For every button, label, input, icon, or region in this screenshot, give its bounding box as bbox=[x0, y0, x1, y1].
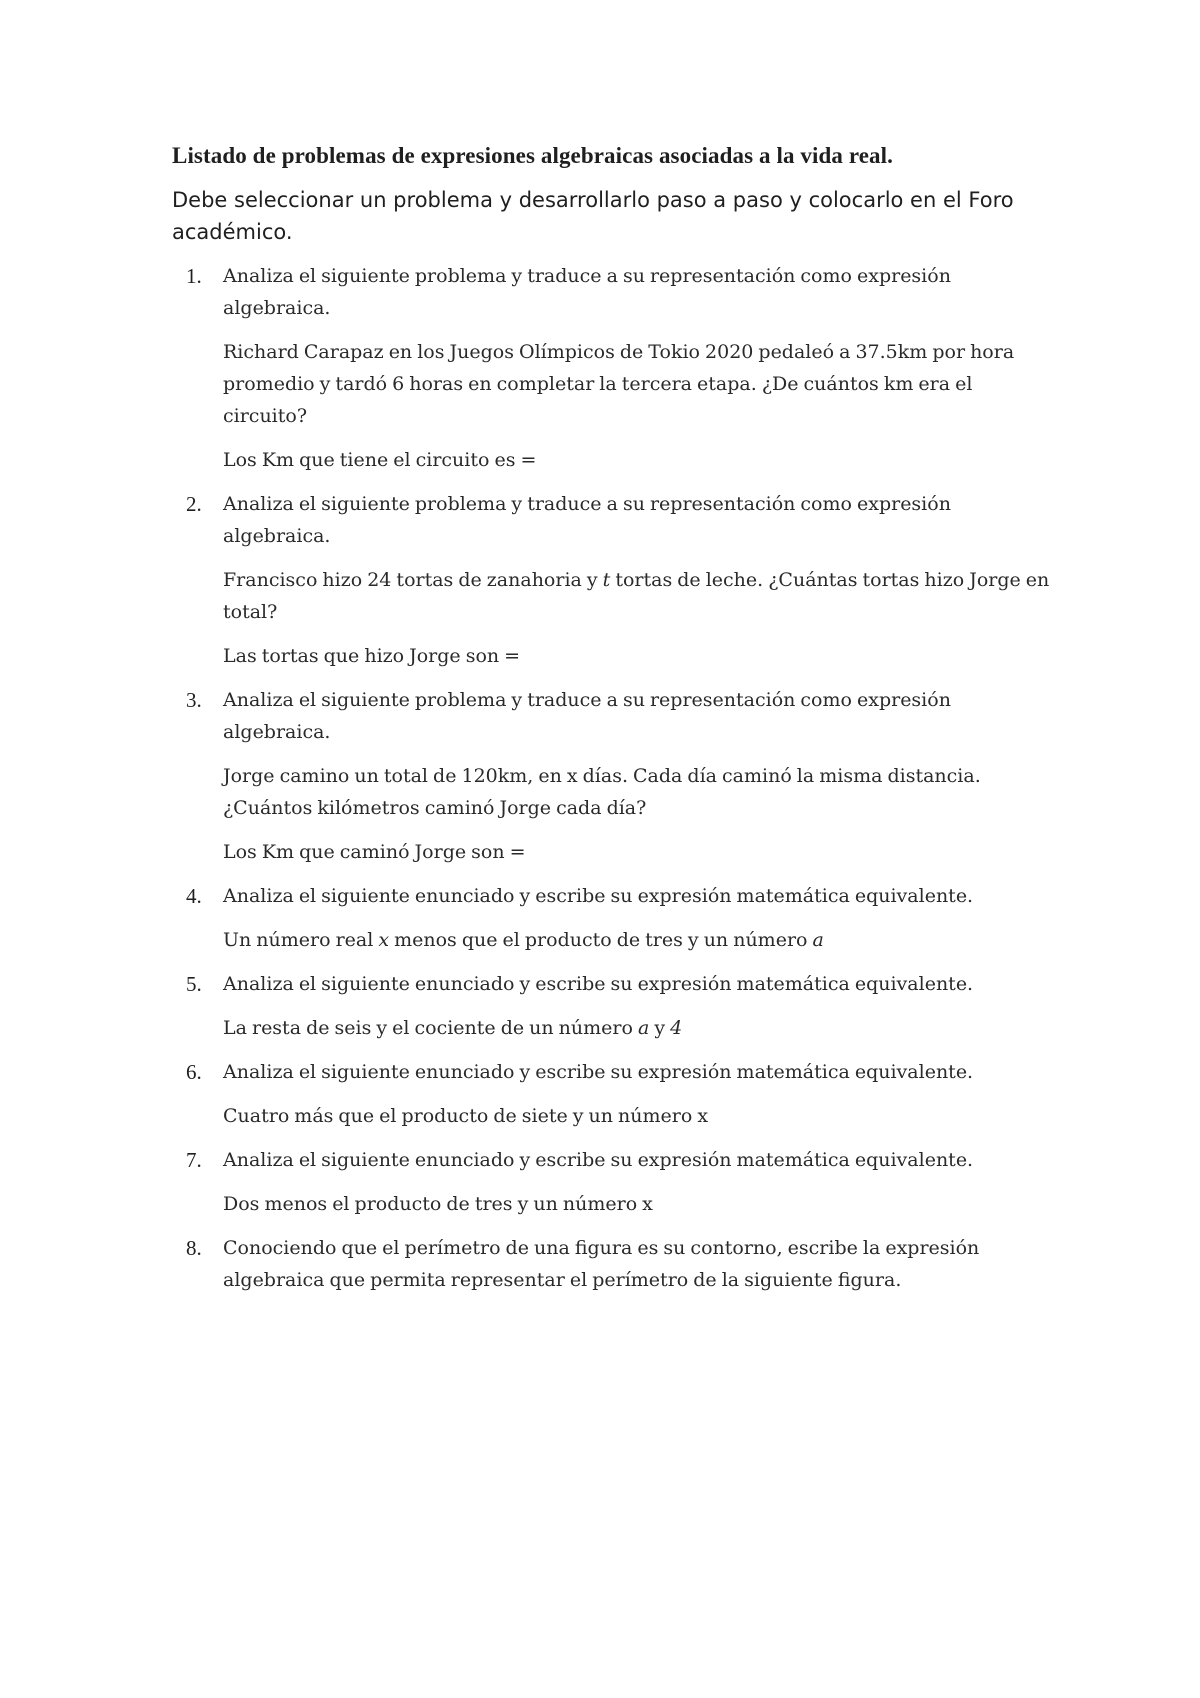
problem-statement bbox=[223, 1012, 1052, 1044]
problem-instruction: Analiza el siguiente enunciado y escribe su expresión matemática equivalente. bbox=[223, 1149, 974, 1171]
variable-x: x bbox=[378, 929, 390, 951]
problem-item-5 bbox=[172, 968, 1052, 1044]
variable-a: a bbox=[637, 1017, 650, 1039]
problem-item-8 bbox=[172, 1232, 1052, 1296]
problem-statement: Cuatro más que el producto de siete y un número x bbox=[223, 1105, 709, 1127]
problem-answer-prompt: Los Km que caminó Jorge son = bbox=[223, 841, 526, 863]
problem-number: 5. bbox=[186, 972, 202, 996]
statement-text: Un número real bbox=[223, 929, 379, 951]
problem-number: 4. bbox=[186, 884, 202, 908]
problem-answer-prompt: Los Km que tiene el circuito es = bbox=[223, 449, 537, 471]
statement-text: y bbox=[649, 1017, 671, 1039]
problem-item-7 bbox=[172, 1144, 1052, 1220]
problem-instruction: Analiza el siguiente problema y traduce a su representación como expresión algebraica. bbox=[223, 265, 951, 319]
problem-number: 7. bbox=[186, 1148, 202, 1172]
number-4: 4 bbox=[670, 1017, 683, 1039]
document-body bbox=[172, 140, 1052, 1308]
problem-statement: Jorge camino un total de 120km, en x días. Cada día caminó la misma distancia. ¿Cuántos kilómetros caminó Jorge cada día? bbox=[223, 765, 981, 819]
statement-text: Francisco hizo 24 tortas de zanahoria y bbox=[223, 569, 603, 591]
document-title: Listado de problemas de expresiones algebraicas asociadas a la vida real. bbox=[172, 143, 893, 168]
document-intro: Debe seleccionar un problema y desarrollarlo paso a paso y colocarlo en el Foro académico. bbox=[172, 188, 1014, 244]
statement-text: tortas de leche. ¿Cuántas tortas hizo Jorge en total? bbox=[223, 569, 1050, 623]
problem-instruction: Analiza el siguiente enunciado y escribe su expresión matemática equivalente. bbox=[223, 885, 974, 907]
problem-answer-prompt: Las tortas que hizo Jorge son = bbox=[223, 645, 521, 667]
variable-a: a bbox=[812, 929, 824, 951]
problem-number: 3. bbox=[186, 688, 202, 712]
problem-number: 8. bbox=[186, 1236, 202, 1260]
problem-item-6 bbox=[172, 1056, 1052, 1132]
problem-instruction: Conociendo que el perímetro de una figura es su contorno, escribe la expresión algebraica que permita representar el perímetro de la siguiente figura. bbox=[223, 1237, 980, 1291]
problem-list bbox=[172, 260, 1052, 1296]
problem-number: 6. bbox=[186, 1060, 202, 1084]
problem-item-3 bbox=[172, 684, 1052, 868]
problem-instruction: Analiza el siguiente enunciado y escribe su expresión matemática equivalente. bbox=[223, 1061, 974, 1083]
problem-instruction: Analiza el siguiente enunciado y escribe su expresión matemática equivalente. bbox=[223, 973, 974, 995]
problem-statement bbox=[223, 564, 1052, 628]
statement-text: La resta de seis y el cociente de un número bbox=[223, 1017, 638, 1039]
problem-item-2 bbox=[172, 488, 1052, 672]
problem-statement: Richard Carapaz en los Juegos Olímpicos de Tokio 2020 pedaleó a 37.5km por hora promedio y tardó 6 horas en completar la tercera etapa. ¿De cuántos km era el circuito? bbox=[223, 341, 1015, 427]
variable-t: t bbox=[602, 569, 611, 591]
problem-item-1 bbox=[172, 260, 1052, 476]
problem-number: 1. bbox=[186, 264, 202, 288]
problem-number: 2. bbox=[186, 492, 202, 516]
problem-item-4 bbox=[172, 880, 1052, 956]
statement-text: menos que el producto de tres y un número bbox=[389, 929, 813, 951]
problem-statement bbox=[223, 924, 1052, 956]
problem-instruction: Analiza el siguiente problema y traduce a su representación como expresión algebraica. bbox=[223, 689, 951, 743]
problem-statement: Dos menos el producto de tres y un número x bbox=[223, 1193, 653, 1215]
problem-instruction: Analiza el siguiente problema y traduce a su representación como expresión algebraica. bbox=[223, 493, 951, 547]
